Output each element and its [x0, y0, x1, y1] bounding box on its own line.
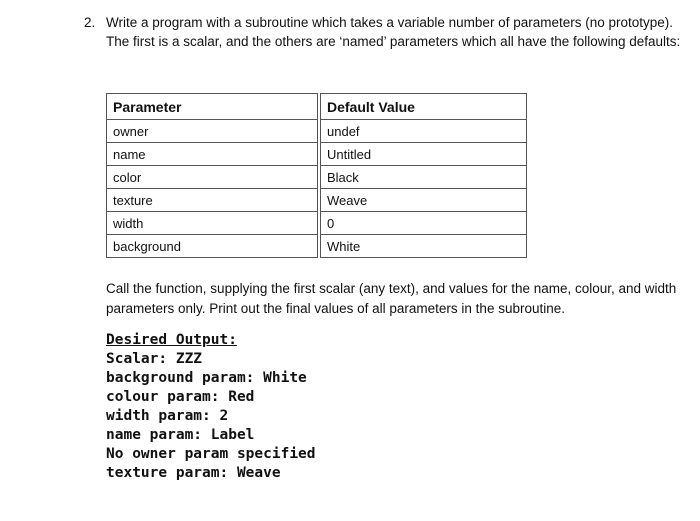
default-value-cell: Untitled	[319, 143, 527, 166]
default-value-cell: Black	[319, 166, 527, 189]
output-line: name param: Label	[106, 427, 255, 443]
table-row	[107, 189, 527, 212]
header-default-value: Default Value	[319, 94, 527, 120]
table-row	[107, 235, 527, 258]
table-row	[107, 143, 527, 166]
table-row	[107, 120, 527, 143]
default-value-cell: Weave	[319, 189, 527, 212]
question-number: 2.	[84, 15, 96, 30]
default-value-cell: White	[319, 235, 527, 258]
table-row	[107, 166, 527, 189]
instruction-text: Call the function, supplying the first scalar (any text), and values for the name, colour, and width parameters only. Print out the final values of all parameters in the subroutine.	[106, 281, 677, 316]
table-row	[107, 212, 527, 235]
question-text: Write a program with a subroutine which takes a variable number of parameters (no prototype). The first is a scalar, and the others are ‘named’ parameters which all have the following defaults:	[106, 15, 681, 49]
output-line: Scalar: ZZZ	[106, 351, 203, 367]
output-line: texture param: Weave	[106, 465, 281, 481]
output-heading: Desired Output:	[106, 332, 237, 348]
parameter-cell: owner	[107, 120, 320, 143]
table-header-row	[107, 94, 527, 120]
output-line: No owner param specified	[106, 446, 316, 462]
output-line: width param: 2	[106, 408, 229, 424]
output-line: background param: White	[106, 370, 307, 386]
desired-output-block	[106, 331, 316, 483]
header-parameter: Parameter	[107, 94, 320, 120]
parameter-cell: width	[107, 212, 320, 235]
parameter-cell: texture	[107, 189, 320, 212]
parameter-cell: background	[107, 235, 320, 258]
parameter-cell: color	[107, 166, 320, 189]
default-value-cell: 0	[319, 212, 527, 235]
defaults-table	[106, 93, 527, 258]
default-value-cell: undef	[319, 120, 527, 143]
output-line: colour param: Red	[106, 389, 255, 405]
question-block	[84, 13, 684, 51]
parameter-cell: name	[107, 143, 320, 166]
